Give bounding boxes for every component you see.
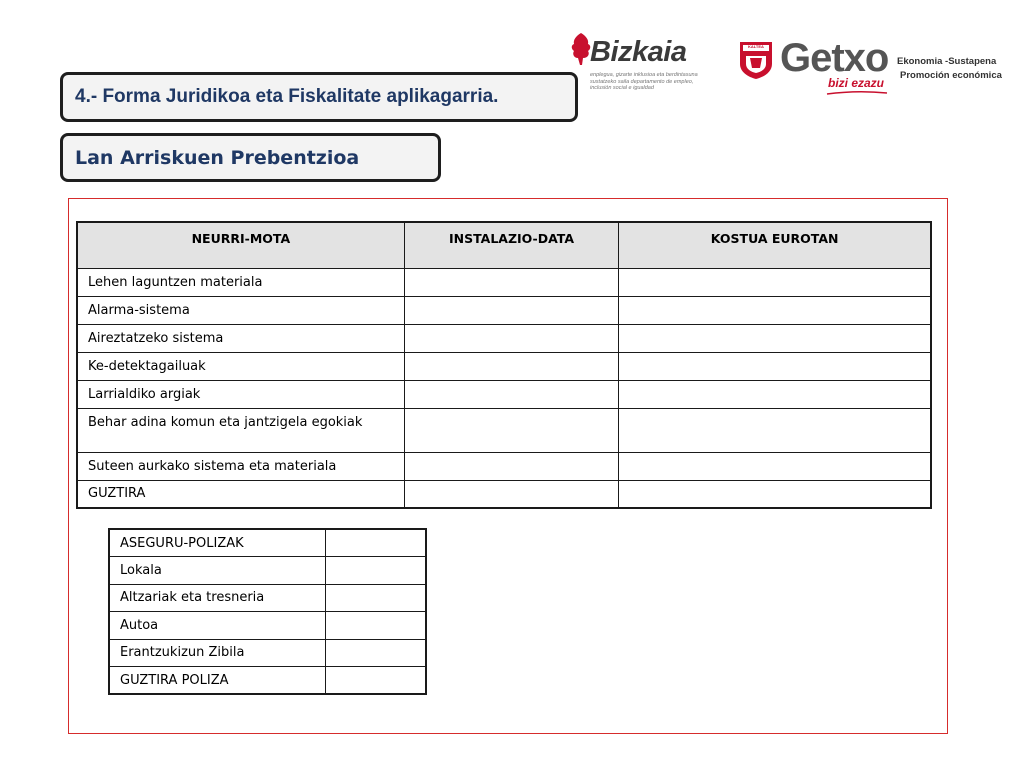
table-row (109, 612, 426, 640)
cost-cell[interactable] (619, 380, 931, 408)
policy-header-label: ASEGURU-POLIZAK (109, 529, 326, 557)
table-row (109, 639, 426, 667)
installation-date-cell[interactable] (404, 452, 619, 480)
cost-cell[interactable] (619, 452, 931, 480)
cost-cell[interactable] (619, 352, 931, 380)
measure-label: Behar adina komun eta jantzigela egokiak (77, 408, 404, 452)
oak-leaf-icon (570, 32, 592, 66)
insurance-policies-table (108, 528, 427, 695)
table-row (77, 296, 931, 324)
installation-date-cell[interactable] (404, 324, 619, 352)
getxo-division-eu: Ekonomia -Sustapena (897, 56, 997, 67)
slogan-swoosh-icon (826, 90, 888, 96)
policy-label: Lokala (109, 557, 326, 585)
measure-label: Larrialdiko argiak (77, 380, 404, 408)
installation-date-cell[interactable] (404, 352, 619, 380)
getxo-logo (736, 36, 1002, 98)
installation-date-cell[interactable] (404, 268, 619, 296)
policy-label: Altzariak eta tresneria (109, 584, 326, 612)
table-row (77, 268, 931, 296)
section-title-box (60, 72, 578, 122)
bizkaia-wordmark: Bizkaia (590, 36, 687, 68)
getxo-shield-label: KALTEA (748, 44, 764, 49)
policy-value-cell[interactable] (326, 557, 426, 585)
table-total-row (109, 667, 426, 695)
column-header: INSTALAZIO-DATA (404, 222, 619, 268)
installation-date-cell[interactable] (404, 408, 619, 452)
getxo-slogan: bizi ezazu (828, 76, 885, 90)
table-row (77, 324, 931, 352)
table-row (77, 380, 931, 408)
policy-value-cell[interactable] (326, 529, 426, 557)
getxo-division-es: Promoción económica (900, 70, 1002, 81)
table-row (109, 529, 426, 557)
cost-cell[interactable] (619, 268, 931, 296)
cost-cell[interactable] (619, 296, 931, 324)
measure-label: Alarma-sistema (77, 296, 404, 324)
getxo-wordmark: Getxo (780, 36, 889, 80)
total-label: GUZTIRA (77, 480, 404, 508)
policy-value-cell[interactable] (326, 584, 426, 612)
section-title: 4.- Forma Juridikoa eta Fiskalitate aplikagarria. (75, 86, 499, 107)
table-row (109, 557, 426, 585)
policy-total-label: GUZTIRA POLIZA (109, 667, 326, 695)
installation-date-cell[interactable] (404, 296, 619, 324)
table-row (109, 584, 426, 612)
measure-label: Lehen laguntzen materiala (77, 268, 404, 296)
bizkaia-department: enplegua, gizarte inklusioa eta berdintasuna sustatzeko saila departamento de empleo, inclusión social e igualdad (590, 72, 698, 91)
total-cost-cell[interactable] (619, 480, 931, 508)
cost-cell[interactable] (619, 408, 931, 452)
policy-label: Erantzukizun Zibila (109, 639, 326, 667)
measure-label: Ke-detektagailuak (77, 352, 404, 380)
table-row (77, 408, 931, 452)
policy-value-cell[interactable] (326, 612, 426, 640)
policy-label: Autoa (109, 612, 326, 640)
cost-cell[interactable] (619, 324, 931, 352)
table-total-row (77, 480, 931, 508)
installation-date-cell[interactable] (404, 480, 619, 508)
installation-date-cell[interactable] (404, 380, 619, 408)
section-subtitle: Lan Arriskuen Prebentzioa (75, 146, 360, 169)
measures-table (76, 221, 932, 509)
table-row (77, 352, 931, 380)
column-header: NEURRI-MOTA (77, 222, 404, 268)
measure-label: Suteen aurkako sistema eta materiala (77, 452, 404, 480)
table-row (77, 452, 931, 480)
column-header: KOSTUA EUROTAN (619, 222, 931, 268)
table-header-row (77, 222, 931, 268)
measure-label: Aireztatzeko sistema (77, 324, 404, 352)
bizkaia-logo (568, 30, 698, 100)
section-subtitle-box (60, 133, 441, 182)
policy-total-cell[interactable] (326, 667, 426, 695)
policy-value-cell[interactable] (326, 639, 426, 667)
